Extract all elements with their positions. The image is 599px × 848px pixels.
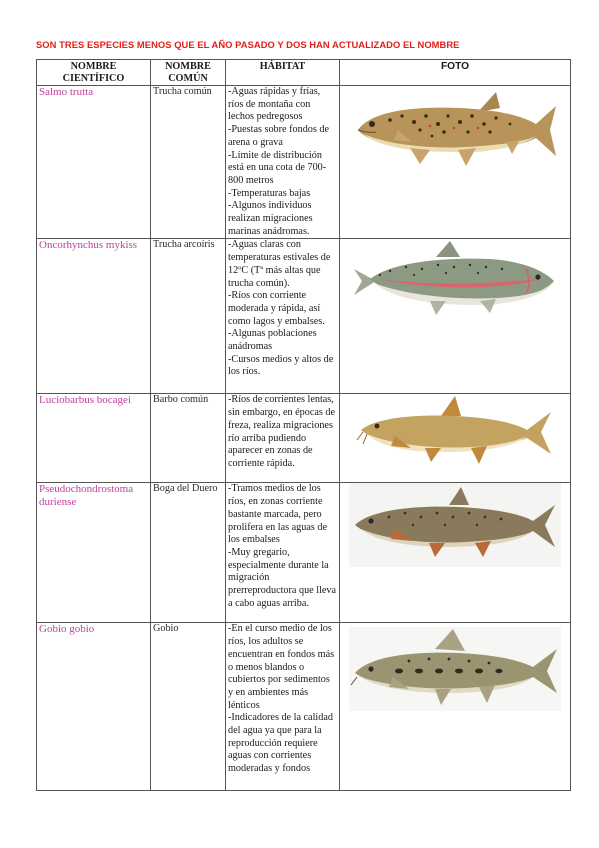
habitat-line: -Límite de distribución está en una cota de 700-800 metros	[228, 149, 327, 186]
table-row	[37, 394, 571, 483]
habitat-line: -Muy gregario, especialmente durante la migración prerreproductora que lleva a cabo aguas arriba.	[228, 546, 337, 609]
common-name: Gobio	[151, 623, 226, 791]
scientific-name: Luciobarbus bocagei	[37, 394, 151, 483]
table-row	[37, 86, 571, 239]
boga-fish-icon	[349, 483, 561, 567]
scientific-name: Salmo trutta	[37, 86, 151, 239]
table-row	[37, 623, 571, 791]
photo-cell	[340, 483, 571, 623]
table-header-row	[37, 60, 571, 86]
habitat-line: -Ríos de corrientes lentas, sin embargo, en épocas de freza, realiza migraciones río arriba pudiendo aparecer en zonas de corriente rápida.	[228, 394, 336, 469]
page-heading: SON TRES ESPECIES MENOS QUE EL AÑO PASADO Y DOS HAN ACTUALIZADO EL NOMBRE	[36, 39, 460, 50]
species-table	[36, 59, 571, 791]
common-name: Trucha arcoíris	[151, 239, 226, 394]
barbel-fish-icon	[355, 394, 555, 468]
photo-cell	[340, 623, 571, 791]
col-header-scientific: NOMBRE CIENTÍFICO	[37, 60, 151, 86]
col-header-habitat: HÁBITAT	[226, 60, 340, 86]
col-header-common: NOMBRE COMÚN	[151, 60, 226, 86]
habitat-line: -Aguas claras con temperaturas estivales de 12ºC (Tª más altas que trucha común).	[228, 239, 331, 289]
habitat-cell	[226, 394, 340, 483]
habitat-line: -Temperaturas bajas	[228, 187, 311, 199]
scientific-name: Oncorhynchus mykiss	[37, 239, 151, 394]
scientific-name: Pseudochondrostoma duriense	[37, 483, 151, 623]
photo-cell	[340, 239, 571, 394]
habitat-line: -Ríos con corriente moderada y rápida, así como lagos y embalses.	[228, 290, 325, 327]
col-header-photo: FOTO	[340, 60, 571, 86]
habitat-line: -En el curso medio de los ríos, los adultos se encuentran en fondos más o menos blandos o cubiertos por sedimentos y en ambientes más lénticos	[228, 623, 335, 711]
habitat-cell	[226, 483, 340, 623]
table-row	[37, 483, 571, 623]
brown-trout-fish-icon	[350, 86, 560, 172]
scientific-name: Gobio gobio	[37, 623, 151, 791]
habitat-line: -Tramos medios de los ríos, en zonas corriente bastante marcada, pero prolifera en las aguas de los embalses	[228, 483, 327, 546]
gudgeon-fish-icon	[349, 627, 561, 711]
common-name: Trucha común	[151, 86, 226, 239]
habitat-cell	[226, 239, 340, 394]
photo-cell	[340, 394, 571, 483]
rainbow-trout-fish-icon	[350, 239, 560, 319]
habitat-line: -Cursos medios y altos de los ríos.	[228, 353, 334, 378]
habitat-line: -Algunos individuos realizan migraciones marinas anádromas.	[228, 200, 313, 237]
habitat-line: -Indicadores de la calidad del agua ya que para la reproducción requiere aguas con corrientes moderadas y fondos	[228, 712, 333, 775]
common-name: Barbo común	[151, 394, 226, 483]
photo-cell	[340, 86, 571, 239]
habitat-line: -Aguas rápidas y frías, ríos de montaña con lechos pedregosos	[228, 86, 321, 123]
habitat-line: -Puestas sobre fondos de arena o grava	[228, 124, 330, 148]
common-name: Boga del Duero	[151, 483, 226, 623]
table-row	[37, 239, 571, 394]
habitat-cell	[226, 86, 340, 239]
habitat-line: -Algunas poblaciones anádromas	[228, 328, 317, 353]
habitat-cell	[226, 623, 340, 791]
